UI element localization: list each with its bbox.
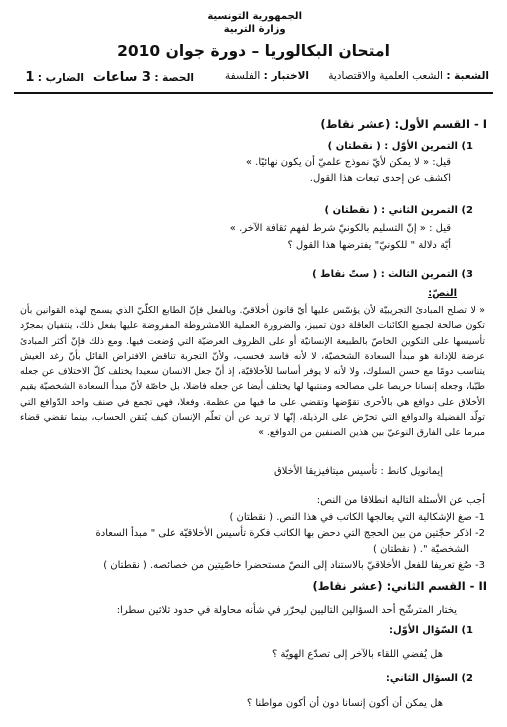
exercise1-task: اكشف عن إحدى تبعات هذا القول. (309, 173, 451, 184)
official-header (207, 10, 302, 36)
question-a-text: هل يُفضي اللقاء بالآخر إلى تصدّع الهويّة ؟ (271, 649, 443, 660)
exam-title: امتحان البكالوريا – دورة جوان 2010 (117, 42, 390, 60)
duration-info (93, 70, 194, 85)
header-divider (14, 92, 493, 94)
branch-info (328, 70, 489, 82)
question-2-continued: الشخصيّة ". ( نقطتان ) (372, 544, 469, 555)
questions-prompt: أجب عن الأسئلة التالية انطلاقا من النص: (316, 495, 485, 506)
part1-heading: I - القسم الأول: (عشر نقاط) (320, 117, 487, 131)
exercise1-quote: قيل: « لا يمكن لأيّ نموذج علميّ أن يكون نهائيًا. » (245, 157, 451, 168)
text-author: إيمانويل كانط : تأسيس ميتافيزيقا الأخلاق (273, 466, 443, 477)
coefficient-info (25, 70, 84, 85)
branch-label: الشعبة : (446, 70, 489, 82)
duration-label: الحصة : (154, 72, 194, 84)
question-3: 3- صُغ تعريفا للفعل الأخلاقيّ بالاستناد إلى النصّ مستحضرا خاصّيتين من خصائصه. ( نقطتان ) (103, 560, 485, 571)
subject-label: الاختبار : (263, 70, 309, 82)
question-2: 2- اذكر حجّتين من بين الحجج التي دحض بها الكاتب فكرة تأسيس الأخلاقيّة على " مبدأ السعادة (95, 528, 485, 539)
question-b-text: هل يمكن أن أكون إنسانا دون أن أكون مواطنا ؟ (246, 698, 443, 709)
exercise1-title: 1) التمرين الأوّل : ( نقطتان ) (327, 141, 473, 152)
exercise3-title: 3) التمرين الثالث : ( ستّ نقاط ) (312, 269, 473, 280)
part2-heading: II - القسم الثاني: (عشر نقاط) (312, 579, 487, 593)
subject-info (225, 70, 309, 82)
branch-value: الشعب العلمية والاقتصادية (328, 70, 443, 82)
exercise2-task: أيّة دلالة " للكونيّ" يفترضها هذا القول ؟ (287, 240, 451, 251)
text-label: النصّ: (428, 288, 457, 299)
duration-value: 3 ساعات (92, 70, 151, 85)
question-1: 1- صغ الإشكالية التي يعالجها الكاتب في هذا النص. ( نقطتان ) (229, 512, 485, 523)
question-b-title: 2) السؤال الثاني: (385, 673, 473, 684)
ministry-name: وزارة التربية (223, 24, 286, 35)
republic-name: الجمهورية التونسية (207, 11, 302, 22)
coefficient-label: الضارب : (37, 72, 84, 84)
coefficient-value: 1 (25, 70, 35, 85)
exercise2-quote: قيل : « إنّ التسليم بالكونيّ شرط لفهم ثقافة الآخر. » (229, 223, 451, 234)
question-a-title: 1) السّؤال الأوّل: (389, 625, 473, 636)
subject-value: الفلسفة (225, 70, 261, 82)
kant-text: « لا تصلح المبادئ التجريبيّة لأن يؤسّس عليها أيّ قانون أخلاقيّ. وبالفعل فإنّ الطابع الكلّيّ الذي يسمح لهذه القوانين بأن تكون صالحة لجميع الكائنات العاقلة دون تمييز، والضرورة العملية اللامشروطة المفروضة عليها بفعل ذلك، ينتفيان بمجرّد تأسيسها على التكوين الخاصّ بالطبيعة الإنسانيّة أو على الظروف العرضيّة التي وُضعت فيها. ومع ذلك فإنّ أكثر المبادئ عرضة للإدانة هو مبدأ السعادة الشخصيّة، لا لأنه فاسد فحسب، ولأنّ التجربة تناقض الافتراض القائل بأنّ رغد العيش يتناسب دومًا مع حسن السلوك، ولا لأنه لا يوفر أساسا للأخلاقيّة، إذ أنّ جعل الانسان سعيدا يختلف كلّ الاختلاف عن جعله طيّبا، وجعله إنسانا حريصا على مصالحه ومنتبها لها يختلف أيضا عن جعله فاضلا، بل خاصّة لأنّ مبدأ السعادة الشخصيّة يقيم الأخلاق على دوافع هي بالأحرى تقوّضها وتقضي على ما فيها من عظمة. وفعلا، فهي تجمع في صنف واحد الدّوافع التي تولّد الفضيلة والدوافع التي تحرّض على الرذيلة، إنّها لا تريد عن أن تعلّم الإنسان كيف يُتقن الحساب، بينما تقضي قضاء مبرما على الفارق النوعيّ بين هذين الصنفين من الدوافع. » (20, 305, 485, 439)
exercise2-title: 2) التمرين الثاني : ( نقطتان ) (324, 205, 473, 216)
exam-info-row (18, 70, 489, 88)
part2-intro: يختار المترشّح أحد السؤالين التاليين ليحرّر في شأنه محاولة في حدود ثلاثين سطرا: (116, 605, 457, 616)
